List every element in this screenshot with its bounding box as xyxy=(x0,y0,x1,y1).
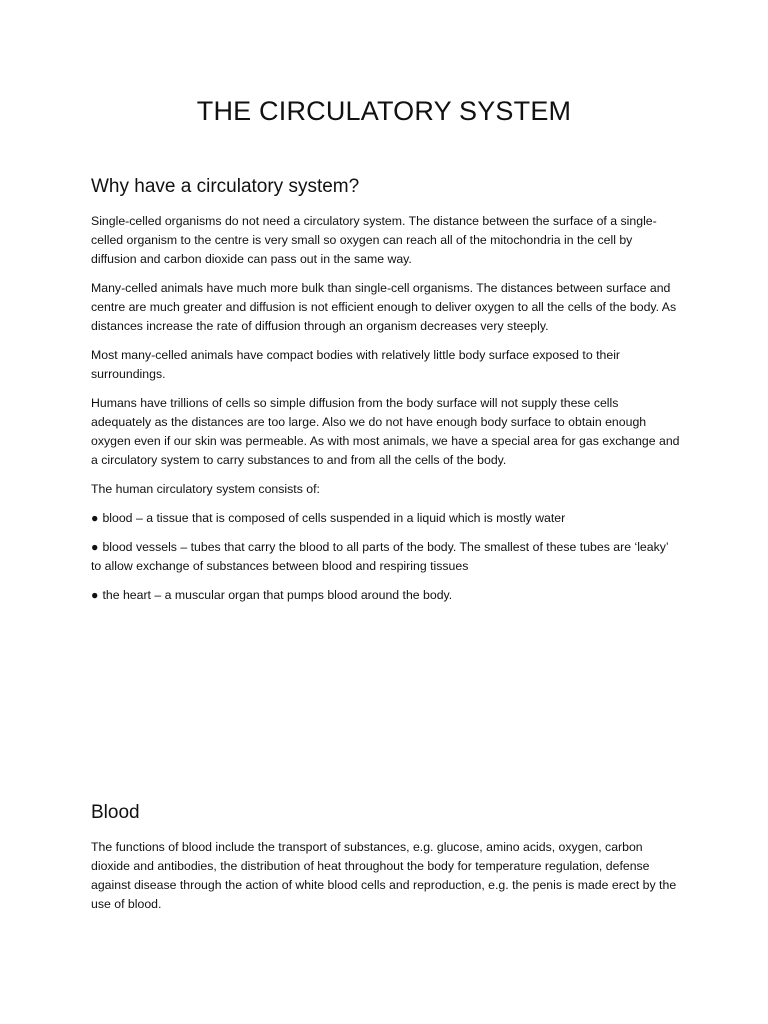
paragraph: The functions of blood include the transport of substances, e.g. glucose, amino acids, oxygen, carbon dioxide and antibodies, the distribution of heat throughout the body for temperature regulation, defense against disease through the action of white blood cells and reproduction, e.g. the penis is made erect by the use of blood. xyxy=(91,840,677,911)
bullet-marker: ● xyxy=(91,588,99,602)
bullet-marker: ● xyxy=(91,511,99,525)
paragraph: Single-celled organisms do not need a circulatory system. The distance between the surface of a single-celled organism to the centre is very small so oxygen can reach all of the mitochondria in the cell by diffusion and carbon dioxide can pass out in the same way. xyxy=(91,214,657,266)
bullet-item xyxy=(91,538,681,576)
bullet-item xyxy=(91,586,681,605)
bullet-marker: ● xyxy=(91,540,99,554)
section-blood xyxy=(91,802,681,924)
bullet-text: blood vessels – tubes that carry the blood to all parts of the body. The smallest of these tubes are ‘leaky’ to allow exchange of substances between blood and respiring tissues xyxy=(91,540,669,573)
section-why-circulatory-system xyxy=(91,176,681,615)
paragraph: Most many-celled animals have compact bodies with relatively little body surface exposed to their surroundings. xyxy=(91,348,621,381)
paragraph: Humans have trillions of cells so simple diffusion from the body surface will not supply these cells adequately as the distances are too large. Also we do not have enough body surface to obtain enough oxygen even if our skin was permeable. As with most animals, we have a special area for gas exchange and a circulatory system to carry substances to and from all the cells of the body. xyxy=(91,396,680,467)
bullet-text: the heart – a muscular organ that pumps blood around the body. xyxy=(102,588,453,602)
bullet-text: blood – a tissue that is composed of cells suspended in a liquid which is mostly water xyxy=(102,511,566,525)
bullet-item xyxy=(91,509,681,528)
section-heading: Blood xyxy=(91,802,140,823)
page-title: THE CIRCULATORY SYSTEM xyxy=(196,96,572,126)
section-heading: Why have a circulatory system? xyxy=(91,176,360,197)
paragraph: The human circulatory system consists of: xyxy=(91,482,320,496)
paragraph: Many-celled animals have much more bulk than single-cell organisms. The distances between surface and centre are much greater and diffusion is not efficient enough to deliver oxygen to all the cells of the body. As distances increase the rate of diffusion through an organism decreases very steeply. xyxy=(91,281,677,333)
